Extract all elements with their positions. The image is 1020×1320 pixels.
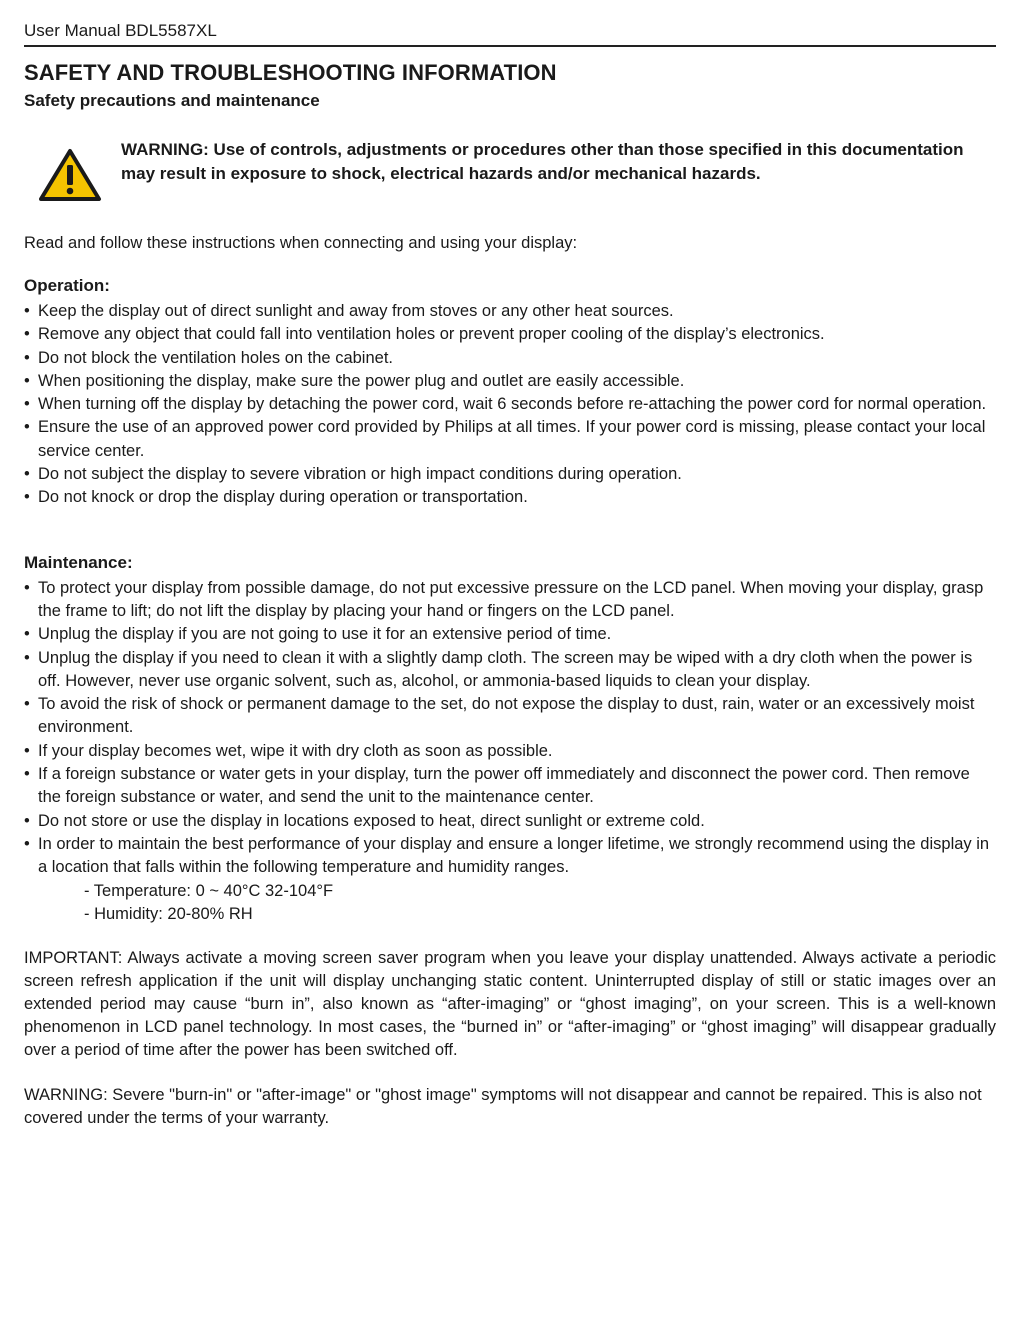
intro-text: Read and follow these instructions when connecting and using your display:	[24, 234, 578, 252]
maintenance-heading: Maintenance:	[24, 552, 133, 572]
burn-in-warning: WARNING: Severe "burn-in" or "after-image" or "ghost image" symptoms will not disappear and cannot be repaired. This is also not covered under the terms of your warranty.	[24, 1085, 982, 1127]
warning-notice	[24, 138, 996, 210]
warning-text: WARNING: Use of controls, adjustments or procedures other than those specified in this documentation may result in exposure to shock, electrical hazards and/or mechanical hazards.	[121, 140, 964, 183]
section-title: SAFETY AND TROUBLESHOOTING INFORMATION	[24, 60, 557, 85]
list-item: • If a foreign substance or water gets in your display, turn the power off immediately and disconnect the power cord. Then remove the foreign substance or water, and send the unit to the maintenance center.	[24, 763, 996, 810]
list-item: • In order to maintain the best performance of your display and ensure a longer lifetime, we strongly recommend using the display in a location that falls within the following temperature and humidity ranges.	[24, 833, 996, 880]
list-item: • To protect your display from possible damage, do not put excessive pressure on the LCD panel. When moving your display, grasp the frame to lift; do not lift the display by placing your hand or fingers on the LCD panel.	[24, 577, 996, 624]
list-item: • Ensure the use of an approved power cord provided by Philips at all times. If your power cord is missing, please contact your local service center.	[24, 416, 996, 463]
list-item: • When turning off the display by detaching the power cord, wait 6 seconds before re-attaching the power cord for normal operation.	[24, 393, 996, 416]
running-header: User Manual BDL5587XL	[24, 20, 996, 47]
list-item: • Do not store or use the display in locations exposed to heat, direct sunlight or extreme cold.	[24, 810, 996, 833]
list-item: • Do not knock or drop the display during operation or transportation.	[24, 486, 996, 509]
warning-triangle-icon	[38, 148, 102, 202]
temperature-range: - Temperature: 0 ~ 40°C 32-104°F	[84, 881, 334, 900]
list-item: • Keep the display out of direct sunlight and away from stoves or any other heat sources.	[24, 300, 996, 323]
list-item: • When positioning the display, make sure the power plug and outlet are easily accessible.	[24, 370, 996, 393]
subsection-title: Safety precautions and maintenance	[24, 91, 320, 110]
list-item: • Remove any object that could fall into ventilation holes or prevent proper cooling of the display’s electronics.	[24, 323, 996, 346]
maintenance-list	[24, 577, 996, 880]
list-item: • If your display becomes wet, wipe it with dry cloth as soon as possible.	[24, 740, 996, 763]
list-item: • Do not subject the display to severe vibration or high impact conditions during operation.	[24, 463, 996, 486]
humidity-range: - Humidity: 20-80% RH	[84, 905, 253, 924]
important-paragraph: IMPORTANT: Always activate a moving screen saver program when you leave your display unattended. Always activate a periodic screen refresh application if the unit will display unchanging static content. Uninterrupted display of still or static images over an extended period may cause “burn in”, also known as “after-imaging” or “ghost imaging”, on your screen. This is a well-known phenomenon in LCD panel technology. In most cases, the “burned in” or “after-imaging” or “ghost imaging” will disappear gradually over a period of time after the power has been switched off.	[24, 948, 996, 1060]
list-item: • Unplug the display if you are not going to use it for an extensive period of time.	[24, 623, 996, 646]
list-item: • Do not block the ventilation holes on the cabinet.	[24, 347, 996, 370]
manual-page	[24, 0, 996, 1130]
operation-heading: Operation:	[24, 276, 110, 295]
operation-list	[24, 300, 996, 510]
list-item: • To avoid the risk of shock or permanent damage to the set, do not expose the display to dust, rain, water or an excessively moist environment.	[24, 693, 996, 740]
list-item: • Unplug the display if you need to clean it with a slightly damp cloth. The screen may be wiped with a dry cloth when the power is off. However, never use organic solvent, such as, alcohol, or ammonia-based liquids to clean your display.	[24, 647, 996, 694]
